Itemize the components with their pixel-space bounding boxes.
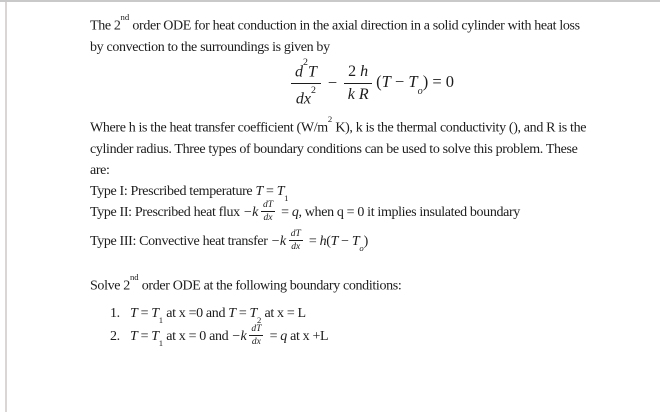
close-paren: ) (363, 234, 368, 249)
subscript: 2 (256, 315, 262, 326)
math-var: h (319, 234, 327, 249)
text-run: , when q = 0 it implies insulated boundary (298, 205, 520, 220)
fraction-denominator: dx (263, 213, 273, 224)
math-var: T (255, 184, 263, 199)
math-var: T (330, 234, 339, 249)
equals-operator: = (262, 184, 277, 199)
math-var: q (291, 205, 299, 220)
text-run: Type II: Prescribed heat flux (90, 205, 243, 220)
list-number: 1. (110, 306, 120, 321)
math-term: −k (242, 205, 258, 220)
where-line-3: are: (90, 162, 110, 178)
intro-paragraph (90, 11, 580, 58)
fraction-numerator (291, 58, 321, 84)
math-var: T (130, 329, 138, 344)
equation-rhs (376, 71, 455, 97)
text-run: Solve 2 (90, 278, 130, 294)
math-var: d (294, 63, 303, 80)
math-var: T (351, 234, 360, 249)
subscript: 1 (158, 315, 164, 326)
fraction-d2T-dx2 (291, 58, 321, 109)
ordinal-superscript: nd (129, 272, 139, 283)
main-ode-equation (90, 59, 655, 107)
equals-operator: = (266, 329, 281, 344)
where-paragraph (90, 113, 586, 181)
text-run: at x +L (286, 329, 329, 344)
equals-operator: = (277, 205, 292, 220)
fraction-dT-dx (289, 229, 303, 252)
type-3-boundary-condition (90, 228, 368, 256)
equals-zero: = 0 (428, 71, 455, 91)
math-var: h (360, 63, 369, 80)
math-var: q (280, 329, 287, 344)
boundary-condition-item-2 (110, 322, 328, 352)
text-run: at x = 0 and (163, 329, 232, 344)
page-left-edge (5, 2, 7, 412)
where-line-2: cylinder radius. Three types of boundary conditions can be used to solve this problem. These (90, 141, 578, 157)
math-var: T (130, 306, 138, 321)
text-run: K), k is the thermal conductivity (), and R is the (332, 120, 587, 136)
equals-operator: = (137, 329, 152, 344)
math-var: T (276, 184, 285, 199)
open-paren: ( (376, 71, 382, 91)
subscript: 1 (284, 193, 289, 204)
superscript: 2 (302, 57, 308, 69)
math-term: −k (270, 234, 286, 249)
fraction-denominator: dx (291, 242, 301, 253)
math-var: T (249, 306, 257, 321)
math-coefficient: 2 (348, 63, 361, 80)
equals-operator: = (235, 306, 250, 321)
ordinal-superscript: nd (120, 12, 130, 23)
text-run: Where h is the heat transfer coefficient (W/m (90, 120, 328, 136)
fraction-denominator (291, 84, 321, 108)
math-var: T (151, 329, 159, 344)
fraction-numerator: dT (290, 229, 301, 240)
fraction-denominator: dx (251, 337, 261, 348)
type-2-boundary-condition (90, 200, 520, 226)
minus-operator: − (327, 73, 338, 92)
intro-line-1 (90, 11, 580, 37)
math-var: T (228, 306, 236, 321)
where-line-1 (90, 113, 586, 139)
math-var: T (151, 306, 159, 321)
fraction-numerator (344, 62, 372, 84)
subscript: 1 (158, 338, 164, 349)
fraction-numerator: dT (262, 200, 273, 211)
text-run: order ODE for heat conduction in the axial direction in a solid cylinder with heat loss (129, 18, 580, 34)
close-paren: ) (422, 71, 429, 91)
superscript: 2 (310, 84, 316, 96)
text-run: at x = L (261, 306, 306, 321)
solve-instruction (90, 271, 401, 297)
text-run: Type III: Convective heat transfer (90, 234, 271, 249)
fraction-numerator: dT (251, 324, 262, 335)
math-var: T (381, 71, 391, 91)
fraction-2h-kR (344, 62, 372, 104)
equals-operator: = (305, 234, 320, 249)
text-run: at x =0 and (163, 306, 229, 321)
fraction-dT-dx (249, 324, 263, 347)
math-var: T (307, 63, 317, 80)
math-term: −k (231, 329, 247, 344)
math-var: dx (295, 90, 311, 108)
fraction-dT-dx (261, 200, 275, 223)
page-top-edge (0, 0, 660, 2)
fraction-denominator: k R (347, 86, 369, 103)
text-run: order ODE at the following boundary conditions: (138, 278, 402, 294)
equals-operator: = (137, 306, 152, 321)
subscript: o (417, 86, 423, 97)
list-number: 2. (110, 329, 120, 344)
superscript: 2 (327, 114, 333, 125)
minus-operator: − (338, 234, 352, 249)
math-var: T (408, 71, 418, 91)
open-paren: ( (326, 234, 331, 249)
minus-operator: − (390, 71, 409, 91)
intro-line-2: by convection to the surroundings is given by (90, 39, 330, 55)
text-run: Type I: Prescribed temperature (90, 184, 256, 199)
subscript: o (359, 243, 364, 254)
text-run: The 2 (90, 18, 121, 34)
